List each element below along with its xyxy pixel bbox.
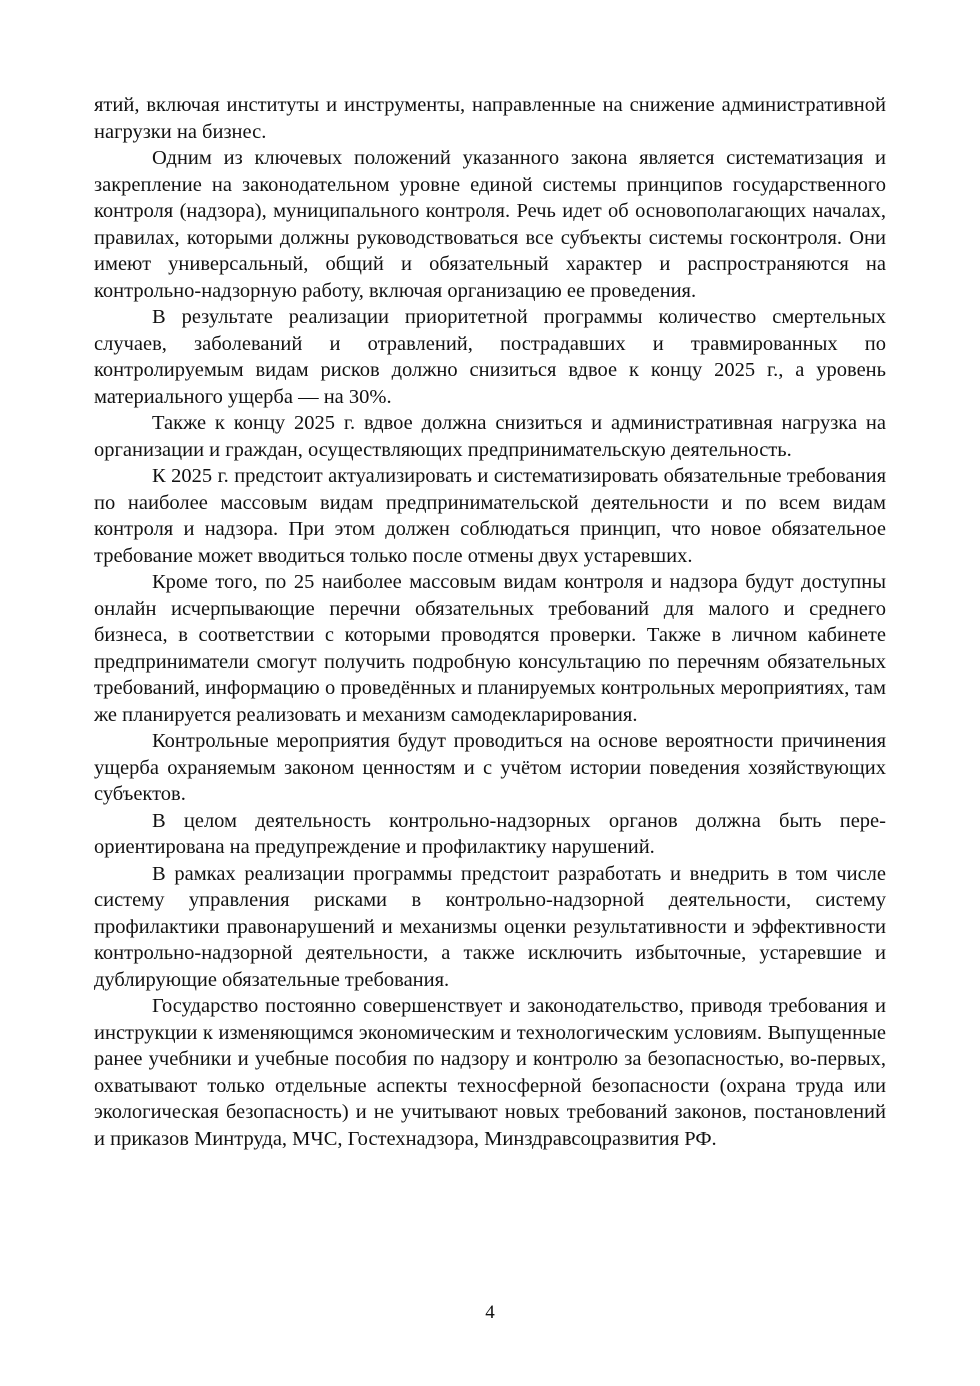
paragraph-continued: ятий, включая институты и инструменты, направленные на снижение административной нагрузки на бизнес. — [94, 94, 886, 143]
paragraph: Также к концу 2025 г. вдвое должна снизиться и административная нагрузка на организации и граждан, осуществляющих предпринимательскую деятельность. — [94, 412, 886, 461]
document-body — [94, 92, 886, 1152]
paragraph: Одним из ключевых положений указанного закона является систематизация и закрепление на законодательном уровне единой системы принципов государственного контроля (надзора), муниципального контроля. Речь идет об основополагающих началах, правилах, которыми должны руководствоваться все субъекты системы госконтроля. Они имеют универсальный, общий и обязательный характер и распространяются на контрольно-надзорную работу, включая организацию ее проведения. — [94, 147, 886, 302]
paragraph: Государство постоянно совершенствует и законодательство, приводя требования и инструкции к изменяющимся экономическим и технологическим условиям. Выпущенные ранее учебники и учебные пособия по надзору и контролю за безопасностью, во-первых, охватывают только отдельные аспекты техносферной безопасности (охрана труда или экологическая безопасность) и не учитывают новых требований законов, постановлений и приказов Минтруда, МЧС, Гостехнадзора, Минздравсоцразвития РФ. — [94, 995, 886, 1150]
paragraph: Кроме того, по 25 наиболее массовым видам контроля и надзора будут доступны онлайн исчерпывающие перечни обязательных требований для малого и среднего бизнеса, в соответствии с которыми проводятся проверки. Также в личном кабинете предприниматели смогут получить подробную консультацию по перечням обязательных требований, информацию о проведённых и планируемых контрольных мероприятиях, там же планируется реализовать и механизм самодекларирования. — [94, 571, 886, 726]
paragraph: Контрольные мероприятия будут проводиться на основе вероятности причинения ущерба охраняемым законом ценностям и с учётом истории поведения хозяйствующих субъектов. — [94, 730, 886, 805]
paragraph: В целом деятельность контрольно-надзорных органов должна быть переориентирована на предупреждение и профилактику нарушений. — [94, 809, 886, 858]
paragraph: В результате реализации приоритетной программы количество смертельных случаев, заболеваний и отравлений, пострадавших и травмированных по контролируемым видам рисков должно снизиться вдвое к концу 2025 г., а уровень материального ущерба — на 30%. — [94, 306, 886, 408]
paragraph: К 2025 г. предстоит актуализировать и систематизировать обязательные требования по наиболее массовым видам предпринимательской деятельности и по всем видам контроля и надзора. При этом должен соблюдаться принцип, что новое обязательное требование может вводиться только после отмены двух устаревших. — [94, 465, 886, 567]
paragraph: В рамках реализации программы предстоит разработать и внедрить в том числе систему управления рисками в контрольно-надзорной деятельности, систему профилактики правонарушений и механизмы оценки результативности и эффективности контрольно-надзорной деятельности, а также исключить избыточные, устаревшие и дублирующие обязательные требования. — [94, 862, 886, 991]
page-number: 4 — [485, 1302, 495, 1323]
